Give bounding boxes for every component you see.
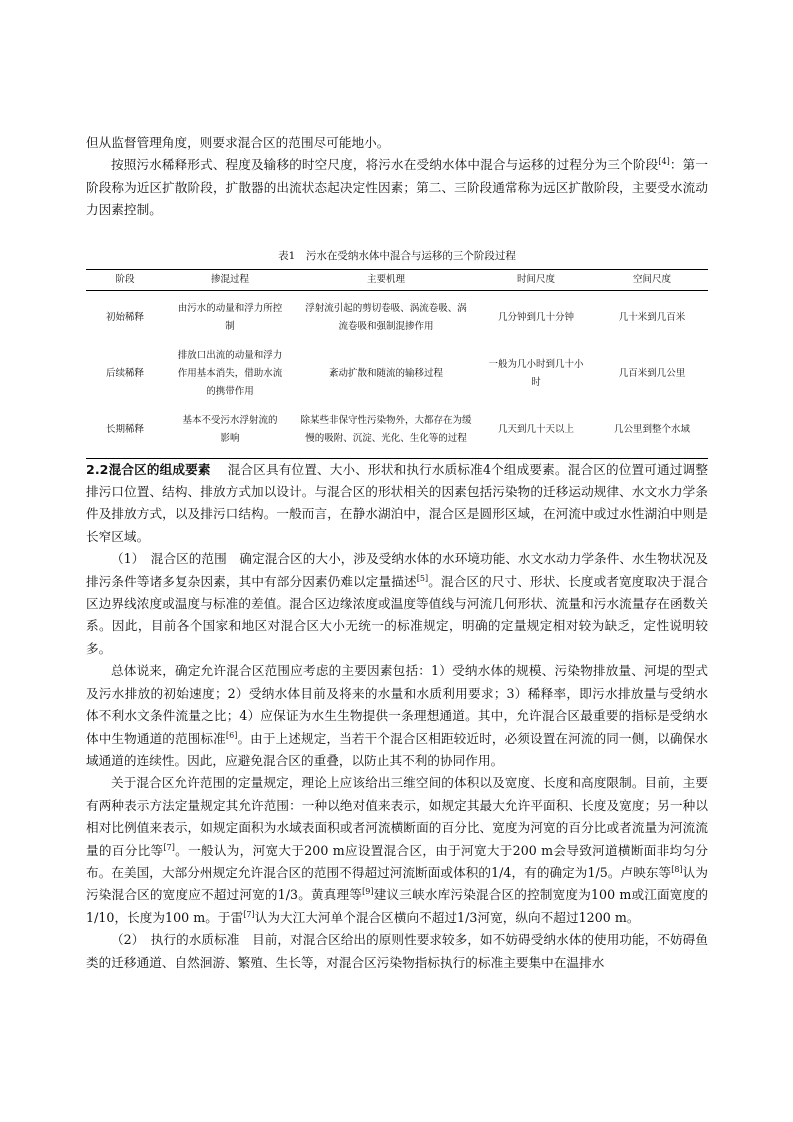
table-cell: 几百米到几公里 — [618, 368, 686, 380]
table-cell: 初始稀释 — [105, 312, 144, 324]
section-paragraph-3 — [86, 660, 708, 772]
page-content — [86, 132, 708, 974]
text-run: （1） 混合区的范围 确定混合区的大小，涉及受纳水体的水环境功能、水文水动力学条件、水生物状况及排污条件等诸多复杂因素，其中有部分因素仍难以定量描述 — [86, 551, 708, 589]
table-cell: 一般为几小时到几十小时 — [488, 359, 584, 389]
section-title: 2.2混合区的组成要素 — [86, 461, 211, 477]
table-header-cell: 时间尺度 — [516, 273, 555, 285]
citation: [7] — [243, 909, 255, 919]
section-paragraph-1 — [86, 459, 708, 549]
intro-paragraph-2 — [86, 154, 708, 221]
section-paragraph-4 — [86, 772, 708, 929]
citation: [9] — [362, 887, 374, 897]
table-cell: 后续稀释 — [105, 368, 144, 380]
intro-paragraph-1: 但从监督管理角度，则要求混合区的范围尽可能地小。 — [86, 135, 390, 150]
citation: [7] — [163, 842, 175, 852]
table-header-cell: 掺混过程 — [210, 273, 249, 285]
table-cell: 几十米到几百米 — [618, 312, 686, 324]
citation: [5] — [416, 573, 429, 583]
citation: [8] — [671, 864, 683, 874]
text-run: 混合区具有位置、大小、形状和执行水质标准4个组成要素。混合区的位置可通过调整排污口位置、结构、排放方式加以设计。与混合区的形状相关的因素包括污染物的迁移运动规律、水文水力学条件及排放方式，以及排污口结构。一般而言，在静水湖泊中，混合区是圆形区域，在河流中或过水性湖泊中则是长窄区域。 — [86, 461, 708, 544]
text-run: 。混合区的尺寸、形状、长度或者宽度取决于混合区边界线浓度或温度与标准的差值。混合区边缘浓度或温度等值线与河流几何形状、流量和污水流量存在函数关系。因此，目前各个国家和地区对混合区大小无统一的标准规定，明确的定量规定相对较为缺乏，定性说明较多。 — [86, 573, 708, 656]
table-header-cell: 阶段 — [115, 273, 135, 285]
text-run: 。一般认为，河宽大于200 m应设置混合区，由于河宽大于200 m会导致河道横断面非均匀分布。在美国，大部分州规定允许混合区的范围不得超过河流断面或体积的1/4，有的确定为1/5。卢映东等 — [86, 842, 708, 880]
text-run: 认为大江大河单个混合区横向不超过1/3河宽，纵向不超过1200 m。 — [254, 909, 640, 925]
text-run: 总体说来，确定允许混合区范围应考虑的主要因素包括：1）受纳水体的规模、污染物排放量、河堤的型式及污水排放的初始速度；2）受纳水体目前及将来的水量和水质利用要求；3）稀释率，即污水排放量与受纳水体不利水文条件流量之比；4）应保证为水生生物提供一条理想通道。其中，允许混合区最重要的指标是受纳水体中生物通道的范围标准 — [86, 663, 708, 746]
table-cell: 排放口出流的动量和浮力作用基本消失，借助水流的携带作用 — [177, 350, 283, 398]
text-run: ：第一阶段称为近区扩散阶段，扩散器的出流状态起决定性因素；第二、三阶段通常称为远区扩散阶段，主要受水流动力因素控制。 — [86, 157, 708, 218]
table-cell: 几天到几十天以上 — [497, 423, 574, 435]
section-paragraph-2 — [86, 548, 708, 660]
table-row — [86, 346, 708, 402]
table-header-cell: 空间尺度 — [632, 273, 671, 285]
text-run: 。由于上述规定，当若干个混合区相距较近时，必须设置在河流的同一侧，以确保水域通道的连续性。因此，应避免混合区的重叠，以防止其不利的协同作用。 — [86, 730, 708, 768]
table-cell: 长期稀释 — [105, 423, 144, 435]
table-cell: 紊动扩散和随流的输移过程 — [328, 368, 443, 380]
citation: [6] — [225, 730, 238, 740]
table-header-row — [86, 269, 708, 290]
text-run: 认为污染混合区的宽度应不超过河宽的1/3。黄真理等 — [86, 864, 708, 903]
table-caption: 表1 污水在受纳水体中混合与运移的三个阶段过程 — [278, 249, 516, 262]
table-cell: 几分钟到几十分钟 — [497, 312, 574, 324]
table-cell: 由污水的动量和浮力所控制 — [177, 303, 283, 333]
text-run: 按照污水稀释形式、程度及输移的时空尺度，将污水在受纳水体中混合与运移的过程分为三个阶段 — [111, 157, 659, 173]
section-paragraph-5: （2） 执行的水质标准 目前，对混合区给出的原则性要求较多，如不妨碍受纳水体的使用功能，不妨碍鱼类的迁移通道、自然洄游、繁殖、生长等，对混合区污染物指标执行的标准主要集中在温排水 — [86, 932, 708, 970]
table-row — [86, 290, 708, 346]
table-cell: 基本不受污水浮射流的影响 — [182, 414, 278, 444]
table-row — [86, 402, 708, 458]
stages-table — [86, 269, 708, 459]
table-cell: 浮射流引起的剪切卷吸、涡流卷吸、涡流卷吸和强制混掺作用 — [305, 303, 467, 333]
table-cell: 除某些非保守性污染物外，大都存在为缓慢的吸附、沉淀、光化、生化等的过程 — [300, 414, 472, 444]
citation: [4] — [658, 157, 670, 167]
table-cell: 几公里到整个水域 — [613, 423, 690, 435]
text-run: 关于混合区允许范围的定量规定，理论上应该给出三维空间的体积以及宽度、长度和高度限制。目前，主要有两种表示方法定量规定其允许范围：一种以绝对值来表示，如规定其最大允许平面积、长度及宽度；另一种以相对比例值来表示，如规定面积为水域表面积或者河流横断面的百分比、宽度为河宽的百分比或者流量为河流流量的百分比等 — [86, 775, 708, 858]
table-header-cell: 主要机理 — [366, 273, 405, 285]
text-run: 建议三峡水库污染混合区的控制宽度为100 m或江面宽度的1/10，长度为100 m。于雷 — [86, 887, 709, 925]
